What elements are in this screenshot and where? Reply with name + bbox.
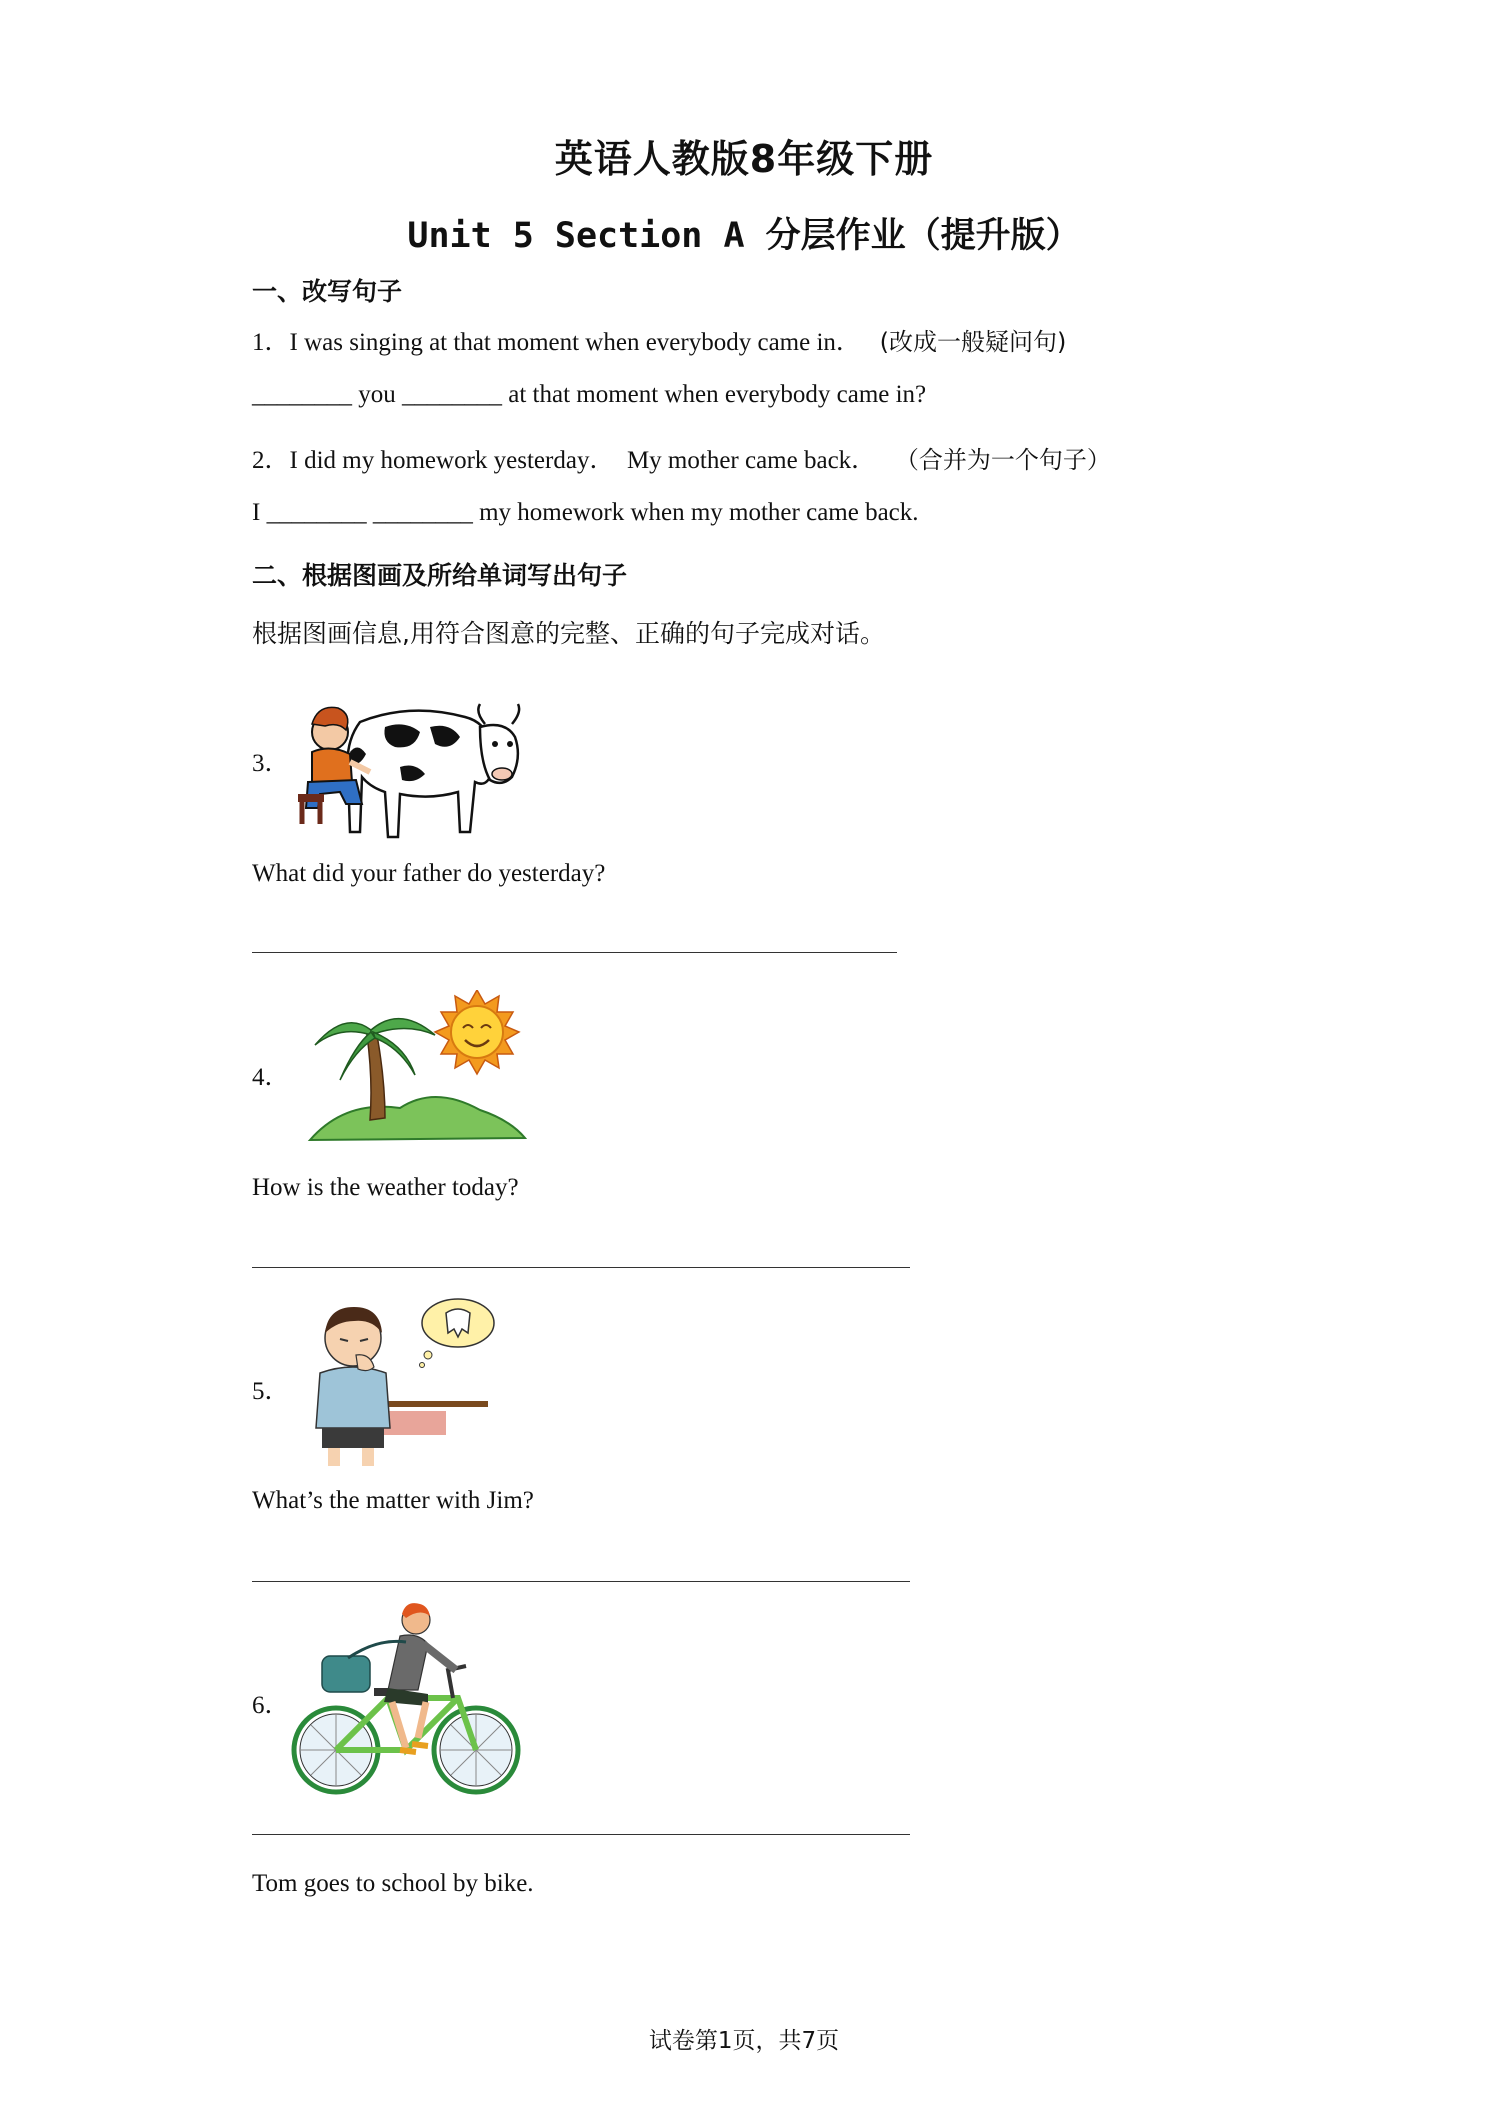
question-3-prompt: What did your father do yesterday?	[252, 860, 606, 887]
question-5-answer-line	[252, 1581, 910, 1582]
question-1-hint: (改成一般疑问句)	[879, 328, 1067, 356]
section-2-heading: 二、根据图画及所给单词写出句子	[252, 561, 628, 590]
toothache-boy-picture	[298, 1293, 498, 1473]
page-title: 英语人教版8年级下册	[554, 137, 934, 181]
question-6-prompt: Tom goes to school by bike.	[252, 1870, 534, 1897]
question-6-number: 6．	[252, 1692, 290, 1719]
question-6-answer-line	[252, 1834, 910, 1835]
page-footer	[0, 2022, 1488, 2055]
question-3-number: 3．	[252, 750, 290, 777]
page-number: 试卷第1页，共7页	[648, 2028, 840, 2054]
question-1	[252, 322, 1066, 358]
question-1-answer-line: ________ you ________ at that moment when everybody came in?	[252, 381, 927, 408]
page-subtitle: Unit 5 Section A 分层作业（提升版）	[407, 216, 1081, 256]
question-2-answer-line: I ________ ________ my homework when my mother came back.	[252, 499, 919, 526]
question-4-answer-line	[252, 1267, 910, 1268]
question-2-text: I did my homework yesterday． My mother came back．	[289, 447, 877, 474]
question-2-number: 2．	[252, 447, 290, 474]
question-2	[252, 440, 1111, 476]
milking-cow-picture	[290, 682, 535, 852]
palm-tree-sun-picture	[305, 990, 530, 1150]
question-1-number: 1．	[252, 329, 290, 356]
question-1-text: I was singing at that moment when everybody came in．	[289, 329, 861, 356]
question-5-number: 5．	[252, 1378, 290, 1405]
question-4-number: 4．	[252, 1064, 290, 1091]
section-1-heading: 一、改写句子	[252, 277, 403, 306]
question-3-answer-line	[252, 952, 897, 953]
section-2-instruction: 根据图画信息,用符合图意的完整、正确的句子完成对话。	[252, 619, 885, 648]
boy-riding-bike-picture	[288, 1598, 528, 1798]
question-4-prompt: How is the weather today?	[252, 1174, 519, 1201]
question-5-prompt: What’s the matter with Jim?	[252, 1487, 534, 1514]
question-2-hint: （合并为一个句子）	[894, 446, 1111, 474]
